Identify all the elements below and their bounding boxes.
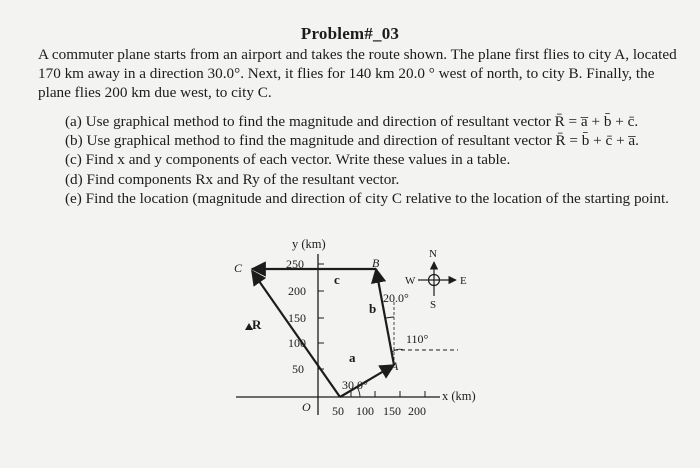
question-e: (e) Find the location (magnitude and direction of city C relative to the location of the starting point. xyxy=(65,189,669,207)
compass-s-label: S xyxy=(430,299,437,311)
vector-c-label: c⃗ xyxy=(334,272,350,287)
point-b-label: B xyxy=(372,256,380,270)
problem-intro: A commuter plane starts from an airport and takes the route shown. The plane first flies to city A, located 170 km away in a direction 30.0°. Next, it flies for 140 km 20.0 ° west of north, to city B. Finally, the plane flies 200 km due west, to city C. xyxy=(38,46,677,101)
route-diagram xyxy=(228,232,488,432)
question-c: (c) Find x and y components of each vector. Write these values in a table. xyxy=(65,151,511,169)
x-tick-label-200: 200 xyxy=(408,404,426,418)
problem-title: Problem#_03 xyxy=(300,24,400,43)
point-a-label: A xyxy=(391,359,399,373)
angle-arc-b xyxy=(386,317,394,318)
point-c-label: C xyxy=(234,261,243,275)
vector-b-label: b⃗ xyxy=(369,301,387,316)
y-tick-label-200: 200 xyxy=(288,284,306,298)
route-diagram-svg xyxy=(228,232,488,432)
origin-label: O xyxy=(302,400,311,414)
x-tick-label-100: 100 xyxy=(356,404,374,418)
question-b: (b) Use graphical method to find the magnitude and direction of resultant vector R̄ = b̄ + c̄ + a̅. xyxy=(65,132,639,150)
y-tick-label-250: 250 xyxy=(286,257,304,271)
compass-e-label: E xyxy=(460,275,467,287)
y-axis-label: y (km) xyxy=(292,237,326,251)
compass-w-label: W xyxy=(405,275,416,287)
y-tick-label-50: 50 xyxy=(292,362,304,376)
x-tick-label-150: 150 xyxy=(383,404,401,418)
vector-r-label: R⃗ xyxy=(252,317,272,332)
question-list xyxy=(65,112,685,208)
compass-n-label: N xyxy=(429,248,437,260)
x-tick-label-50: 50 xyxy=(332,404,344,418)
question-a: (a) Use graphical method to find the magnitude and direction of resultant vector R̄ = a̅ + b̄ + c̄. xyxy=(65,113,639,130)
angle-b-label: 20.0° xyxy=(383,291,409,305)
y-tick-label-100: 100 xyxy=(288,336,306,350)
vector-a-label: a⃗ xyxy=(349,350,366,365)
question-d: (d) Find components Rx and Ry of the resultant vector. xyxy=(65,170,400,188)
angle-ext-label: 110° xyxy=(406,332,429,346)
compass-rose-icon xyxy=(418,262,456,296)
angle-a-label: 30.0° xyxy=(342,378,368,392)
y-tick-label-150: 150 xyxy=(288,311,306,325)
x-axis-label: x (km) xyxy=(442,389,476,403)
